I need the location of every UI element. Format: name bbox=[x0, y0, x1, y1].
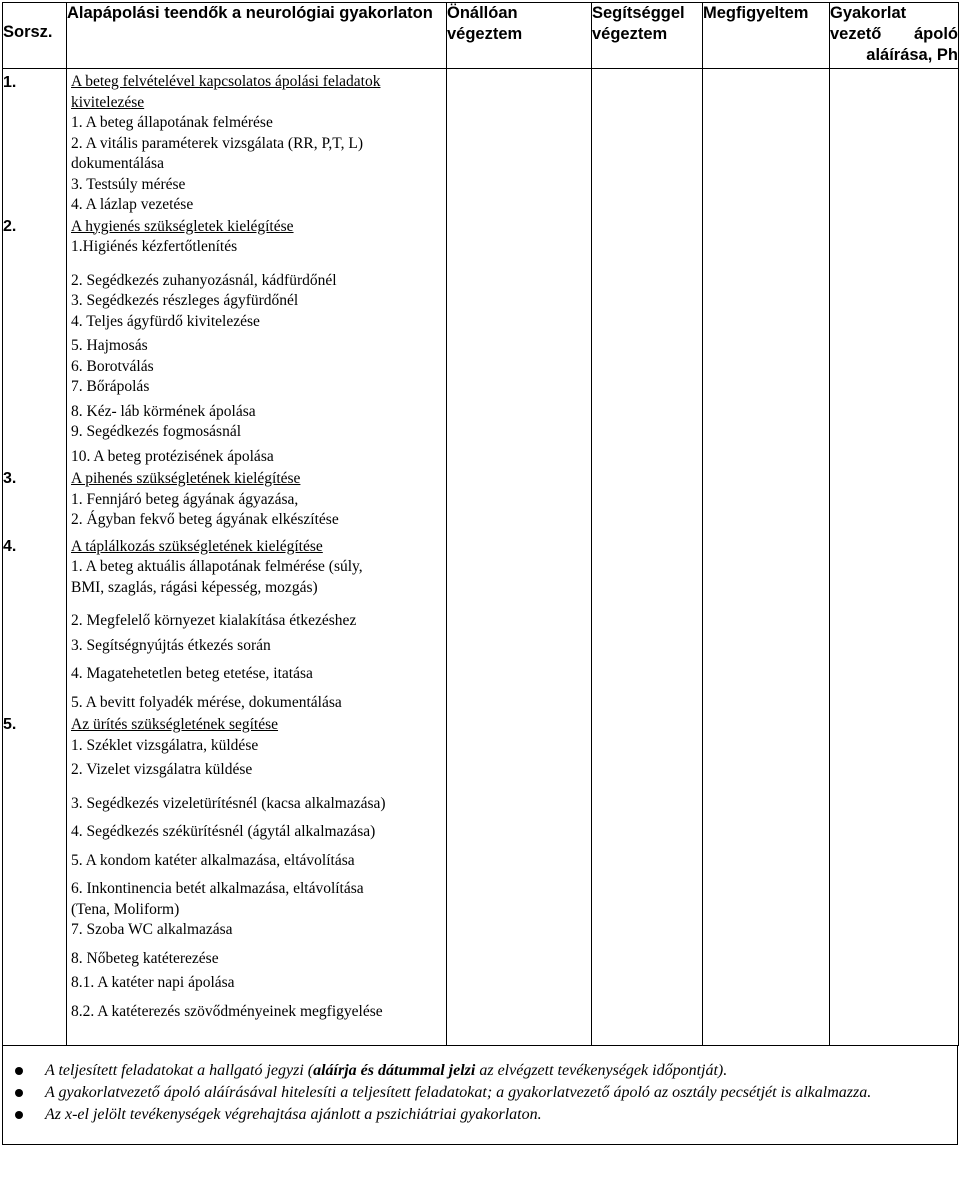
list-item: 7. Bőrápolás bbox=[71, 378, 150, 395]
header-task: Alapápolási teendők a neurológiai gyakorlaton bbox=[67, 3, 447, 69]
list-item: 8. Kéz- láb körmének ápolása bbox=[71, 402, 256, 420]
section-number: 4. bbox=[3, 537, 17, 555]
list-item: 9. Segédkezés fogmosásnál bbox=[71, 423, 242, 440]
section-number: 2. bbox=[3, 217, 17, 235]
section-title: Az ürítés szükségletének segítése bbox=[71, 716, 279, 733]
section-number: 3. bbox=[3, 470, 17, 487]
section-title: A pihenés szükségletének kielégítése bbox=[71, 470, 301, 487]
list-item: 8. Nőbeteg katéterezése bbox=[71, 949, 219, 967]
footer-note-3: Az x-el jelölt tevékenységek végrehajtása ajánlott a pszichiátriai gyakorlaton. bbox=[13, 1104, 947, 1125]
list-item: 1. Fennjáró beteg ágyának ágyazása, bbox=[71, 490, 299, 508]
section-2 bbox=[3, 217, 446, 468]
list-item: 5. A kondom katéter alkalmazása, eltávolítása bbox=[71, 851, 355, 869]
section-title-cont: kivitelezése bbox=[71, 93, 145, 111]
section-title: A hygienés szükségletek kielégítése bbox=[71, 217, 294, 235]
footer-note-1: A teljesített feladatokat a hallgató jegyzi (aláírja és dátummal jelzi az elvégzett tevékenységek időpontját). bbox=[13, 1060, 947, 1081]
list-item: 3. Segítségnyújtás étkezés során bbox=[71, 636, 271, 654]
list-item: 2. Vizelet vizsgálatra küldése bbox=[71, 761, 253, 778]
list-item: 6. Borotválás bbox=[71, 357, 154, 375]
bullet-icon bbox=[15, 1067, 23, 1075]
header-signature bbox=[830, 3, 959, 69]
list-item: 7. Szoba WC alkalmazása bbox=[71, 921, 233, 938]
list-item: 3. Segédkezés részleges ágyfürdőnél bbox=[71, 292, 299, 309]
observed-column[interactable] bbox=[703, 69, 830, 1046]
header-signature-line2: vezető ápoló bbox=[830, 25, 958, 43]
header-number: Sorsz. bbox=[3, 3, 67, 69]
section-5 bbox=[3, 715, 446, 1022]
footer-note-1-bold: aláírja és dátummal jelzi bbox=[313, 1062, 476, 1079]
section-4 bbox=[3, 537, 446, 714]
header-independent: Önállóan végeztem bbox=[447, 3, 592, 69]
list-item: 4. Magatehetetlen beteg etetése, itatása bbox=[71, 665, 313, 682]
list-item: 2. A vitális paraméterek vizsgálata (RR, P,T, L) bbox=[71, 134, 363, 152]
header-signature-line1: Gyakorlat bbox=[830, 4, 907, 22]
list-item: 8.2. A katéterezés szövődményeinek megfigyelése bbox=[71, 1002, 383, 1020]
footer-note-2: A gyakorlatvezető ápoló aláírásával hitelesíti a teljesített feladatokat; a gyakorlatvezető ápoló az osztály pecsétjét is alkalmazza. bbox=[13, 1082, 947, 1103]
list-item: 1. A beteg aktuális állapotának felmérése (súly, bbox=[71, 558, 363, 575]
list-item: 6. Inkontinencia betét alkalmazása, eltávolítása bbox=[71, 880, 364, 897]
list-item: 10. A beteg protézisének ápolása bbox=[71, 447, 274, 465]
list-item: BMI, szaglás, rágási képesség, mozgás) bbox=[71, 578, 318, 596]
list-item: 4. A lázlap vezetése bbox=[71, 196, 194, 213]
list-item: 1. Széklet vizsgálatra, küldése bbox=[71, 736, 259, 754]
document-page bbox=[2, 2, 958, 1145]
header-assisted: Segítséggel végeztem bbox=[592, 3, 703, 69]
number-column bbox=[3, 69, 67, 1046]
list-item: 3. Testsúly mérése bbox=[71, 175, 186, 193]
list-item: 4. Segédkezés székürítésnél (ágytál alkalmazása) bbox=[71, 823, 376, 840]
independent-column[interactable] bbox=[447, 69, 592, 1046]
list-item: (Tena, Moliform) bbox=[71, 900, 180, 918]
section-3 bbox=[3, 469, 446, 531]
list-item: 5. Hajmosás bbox=[71, 337, 148, 354]
section-number: 1. bbox=[3, 74, 17, 91]
signature-column[interactable] bbox=[830, 69, 959, 1046]
list-item: 1.Higiénés kézfertőtlenítés bbox=[71, 238, 238, 255]
list-item: dokumentálása bbox=[71, 155, 164, 172]
list-item: 1. A beteg állapotának felmérése bbox=[71, 114, 273, 131]
list-item: 5. A bevitt folyadék mérése, dokumentálása bbox=[71, 693, 342, 711]
assisted-column[interactable] bbox=[592, 69, 703, 1046]
section-title: A beteg felvételével kapcsolatos ápolási feladatok bbox=[71, 73, 381, 90]
header-signature-line3: aláírása, Ph bbox=[866, 46, 958, 64]
list-item: 4. Teljes ágyfürdő kivitelezése bbox=[71, 312, 260, 330]
list-item: 3. Segédkezés vizeletürítésnél (kacsa alkalmazása) bbox=[71, 794, 386, 812]
tasks-column bbox=[3, 69, 447, 1046]
section-1 bbox=[3, 72, 446, 216]
list-item: 8.1. A katéter napi ápolása bbox=[71, 974, 235, 991]
list-item: 2. Megfelelő környezet kialakítása étkezéshez bbox=[71, 612, 357, 629]
header-observed: Megfigyeltem bbox=[703, 3, 830, 69]
list-item: 2. Segédkezés zuhanyozásnál, kádfürdőnél bbox=[71, 271, 337, 289]
section-number: 5. bbox=[3, 716, 17, 733]
bullet-icon bbox=[15, 1089, 23, 1097]
list-item: 2. Ágyban fekvő beteg ágyának elkészítése bbox=[71, 511, 339, 528]
bullet-icon bbox=[15, 1111, 23, 1119]
footer-notes bbox=[2, 1046, 958, 1145]
task-table bbox=[2, 2, 959, 1046]
section-title: A táplálkozás szükségletének kielégítése bbox=[71, 537, 323, 555]
